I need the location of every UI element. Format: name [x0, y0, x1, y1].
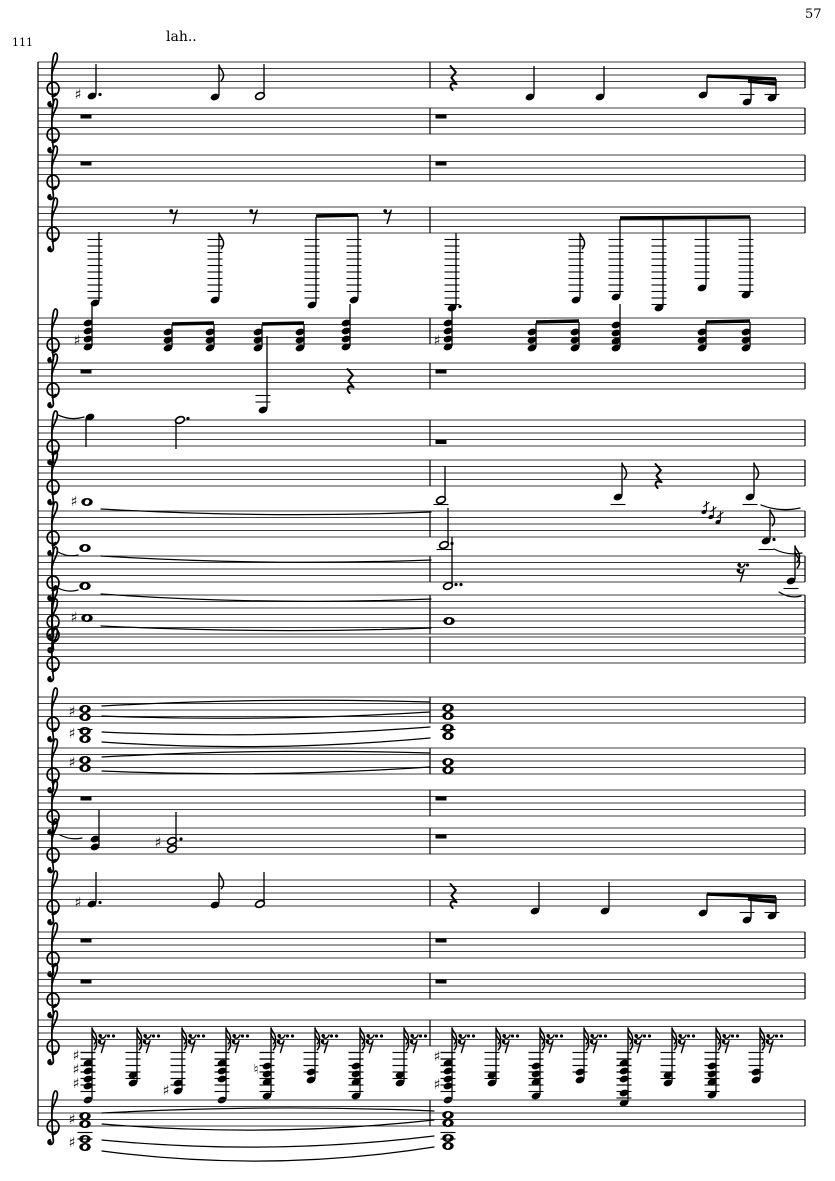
svg-text:♯: ♯: [68, 755, 76, 771]
staff-8: [38, 451, 805, 505]
staff-21: [38, 1011, 805, 1108]
svg-text:♯: ♯: [68, 1112, 76, 1128]
staff-16: [38, 781, 805, 835]
staff-18: [38, 871, 805, 925]
svg-text:♯: ♯: [433, 1049, 441, 1065]
staff-14: [38, 688, 805, 747]
staff-4: [38, 198, 805, 313]
staff-6: [38, 336, 805, 415]
page-number: 57: [805, 7, 822, 22]
svg-text:♯: ♯: [72, 1062, 80, 1078]
svg-text:♯: ♯: [68, 1135, 76, 1151]
measure-number: 111: [12, 36, 33, 49]
staff-7: [38, 411, 805, 465]
treble-clef-icon: [47, 871, 59, 925]
staff-17: [38, 810, 805, 873]
svg-text:♯: ♯: [68, 704, 76, 720]
staff-11: [38, 537, 805, 640]
svg-text:♯: ♯: [74, 895, 82, 911]
staff-2: [38, 99, 805, 153]
treble-clef-icon: [47, 53, 59, 107]
staff-20: [38, 964, 805, 1018]
staff-3: [38, 146, 805, 200]
staff-1: [38, 53, 805, 107]
svg-text:♯: ♯: [74, 87, 82, 103]
staff-5: [38, 304, 805, 363]
treble-clef-icon: [47, 198, 59, 252]
treble-clef-icon: [47, 688, 59, 742]
treble-clef-icon: [47, 451, 59, 505]
staff-22: [38, 1091, 805, 1161]
svg-text:♯: ♯: [72, 1048, 80, 1064]
svg-text:♯: ♯: [70, 610, 78, 626]
svg-text:♯: ♯: [68, 726, 76, 742]
svg-text:♯: ♯: [433, 333, 441, 349]
treble-clef-icon: [47, 819, 59, 873]
staff-19: [38, 923, 805, 977]
staff-13: [38, 628, 805, 682]
staff-12: [38, 599, 805, 653]
staff-10: [38, 501, 805, 601]
staff-9: [38, 463, 805, 556]
svg-text:♮: ♮: [253, 1062, 259, 1078]
staff-15: [38, 739, 805, 793]
svg-text:♯: ♯: [70, 494, 78, 510]
treble-clef-icon: [47, 1091, 59, 1145]
svg-text:♯: ♯: [154, 835, 162, 851]
svg-text:♯: ♯: [73, 333, 81, 349]
treble-clef-icon: [47, 1011, 59, 1065]
svg-text:♯: ♯: [433, 1077, 441, 1093]
svg-text:♯: ♯: [162, 1083, 170, 1099]
lyric-text: lah..: [166, 29, 197, 45]
treble-clef-icon: [47, 99, 59, 153]
treble-clef-icon: [47, 146, 59, 200]
svg-text:♯: ♯: [72, 1076, 80, 1092]
